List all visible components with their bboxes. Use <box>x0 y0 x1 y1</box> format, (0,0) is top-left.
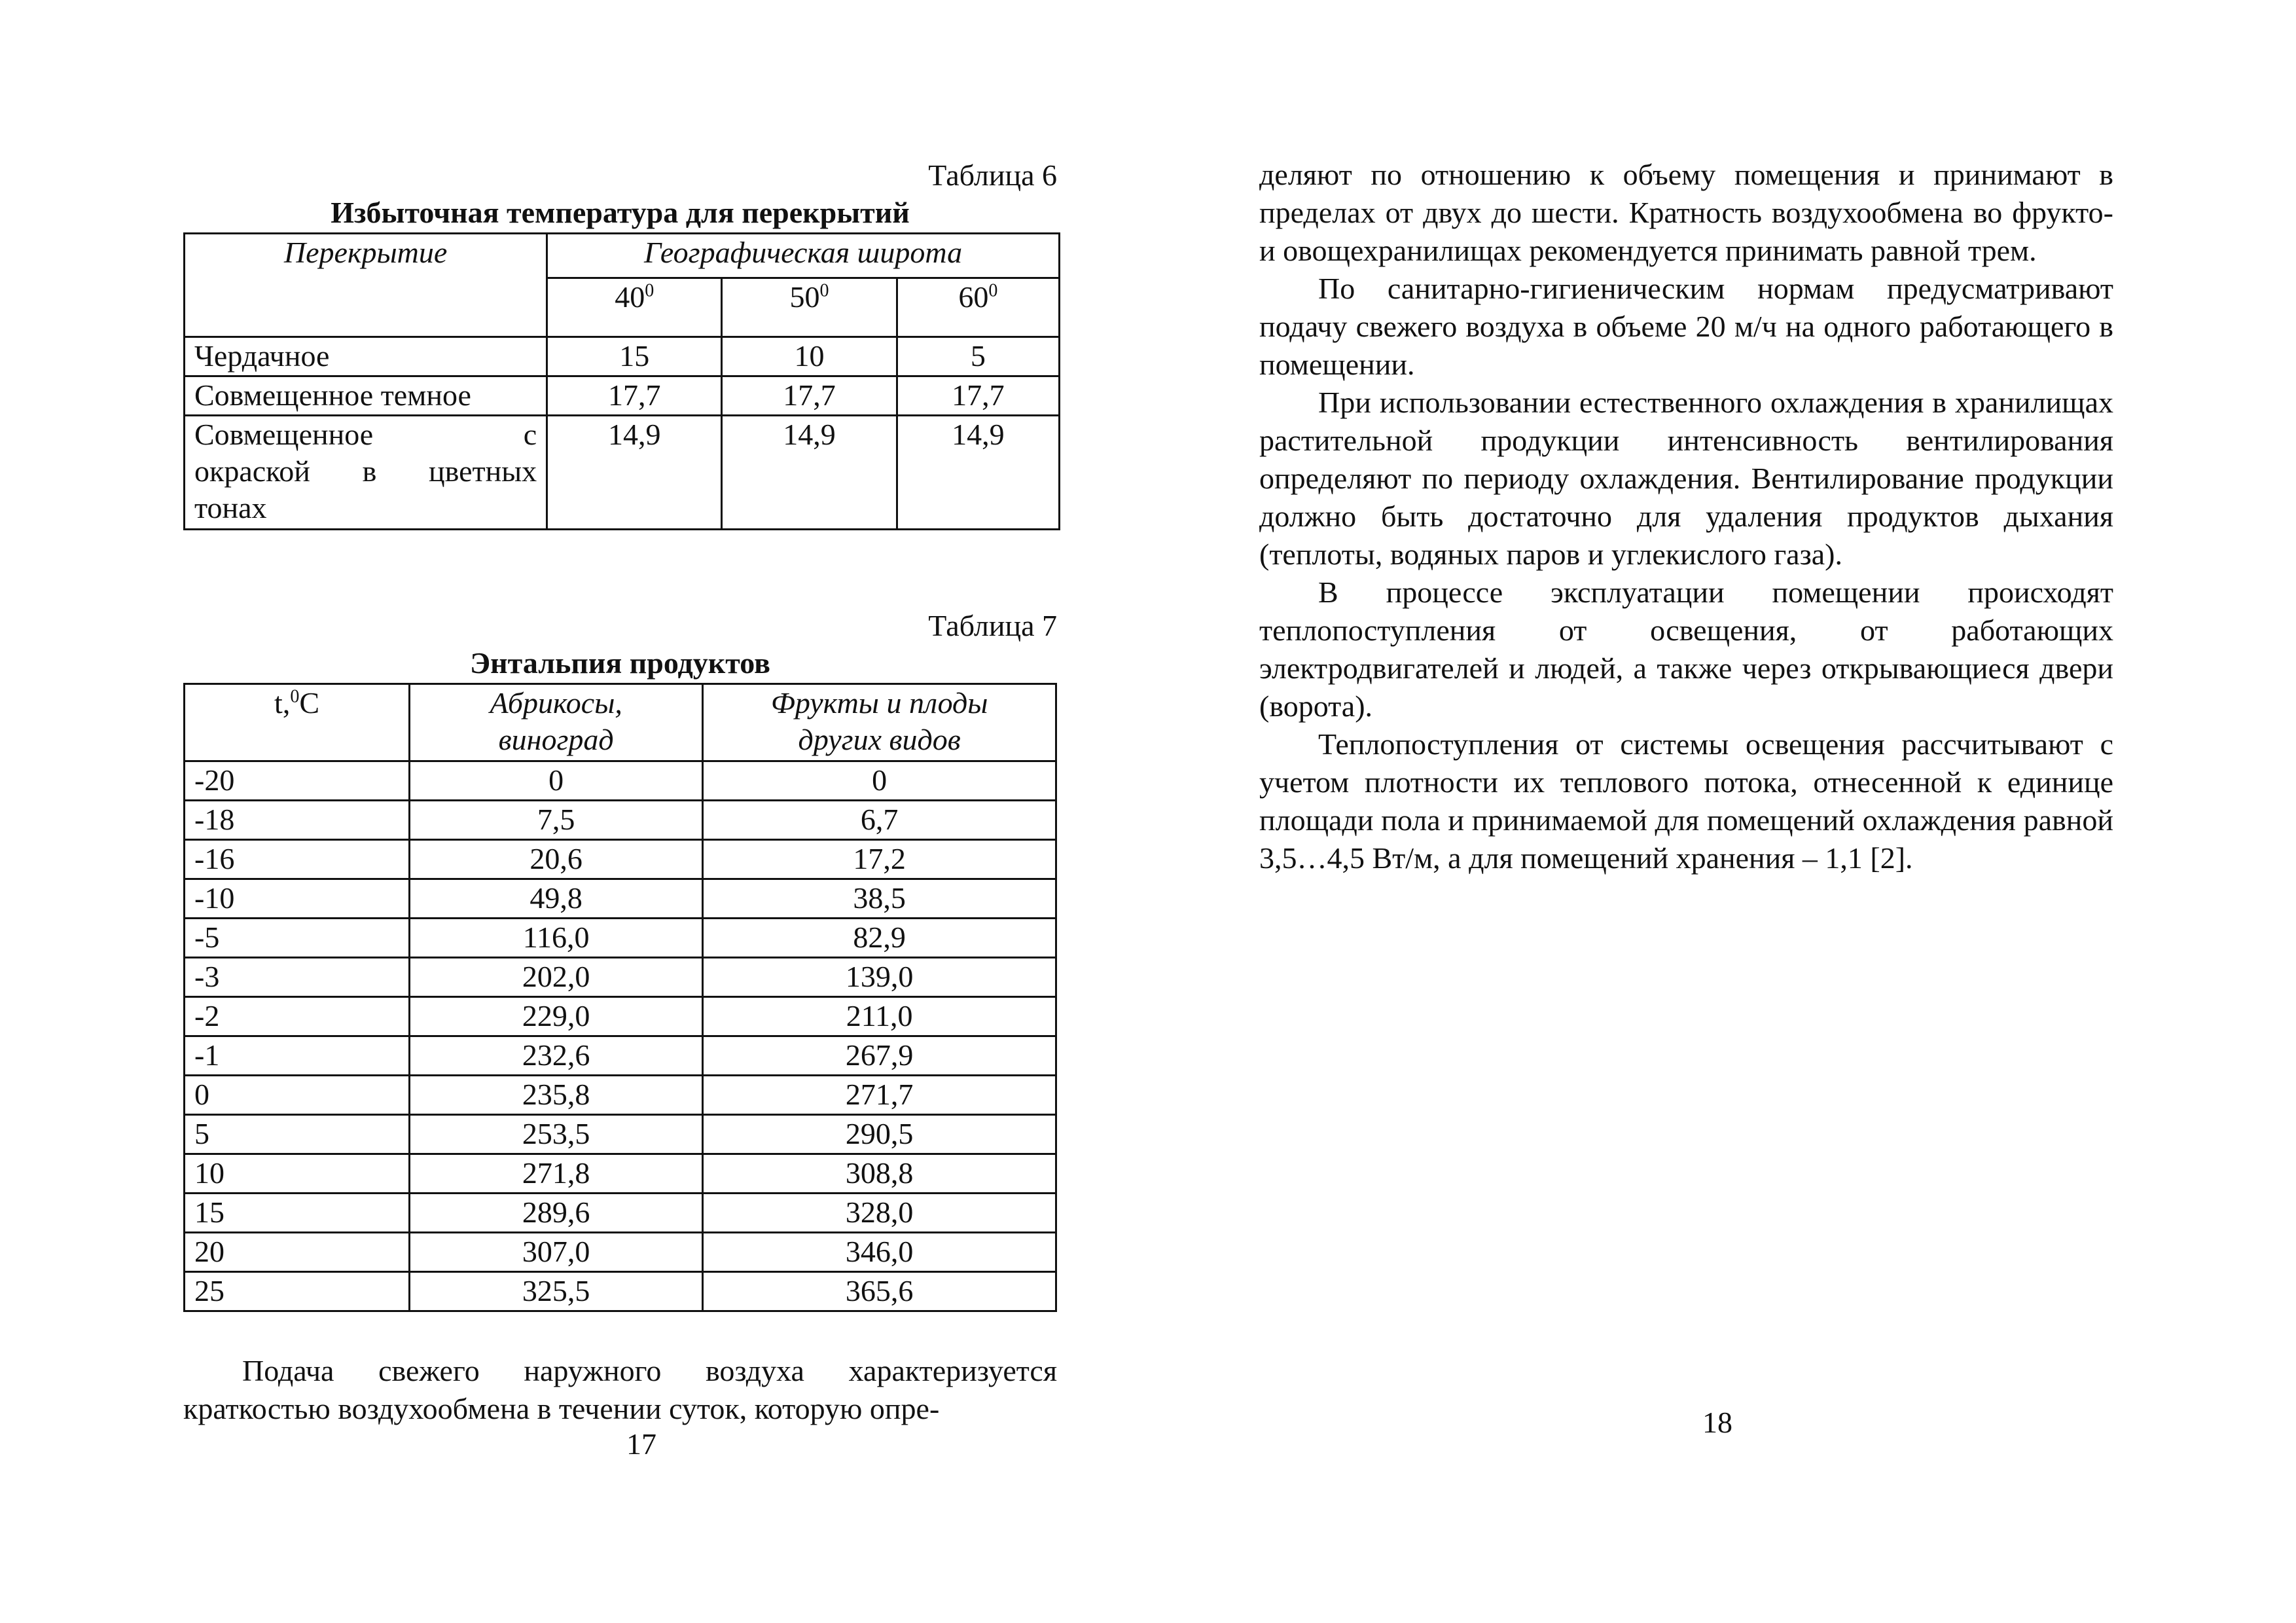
table7-cell-apricots: 20,6 <box>410 840 703 879</box>
table6-title: Избыточная температура для перекрытий <box>331 196 910 229</box>
left-paragraph: Подача свежего наружного воздуха характеризуется краткостью воздухообмена в течении суток, которую опре- <box>183 1354 1057 1425</box>
table7-cell-apricots: 289,6 <box>410 1194 703 1233</box>
table-row <box>185 879 1056 919</box>
table6-cell: 15 <box>547 337 722 376</box>
table7-header-temp: t,$^0$C <box>185 684 410 761</box>
table7-cell-temp: -20 <box>185 761 410 801</box>
table7-cell-temp: -18 <box>185 801 410 840</box>
table7-cell-temp: -1 <box>185 1036 410 1076</box>
table-row <box>185 1154 1056 1194</box>
table7-cell-fruits: 267,9 <box>703 1036 1056 1076</box>
table7-cell-temp: 5 <box>185 1115 410 1154</box>
table7-cell-apricots: 116,0 <box>410 919 703 958</box>
table6-cell: 17,7 <box>547 376 722 416</box>
table-row <box>185 997 1056 1036</box>
table7-cell-fruits: 38,5 <box>703 879 1056 919</box>
table-row <box>185 1233 1056 1272</box>
table7-cell-fruits: 82,9 <box>703 919 1056 958</box>
table7-cell-fruits: 6,7 <box>703 801 1056 840</box>
table6-subheader-cell: $50^0$ <box>722 278 897 337</box>
table7-header-fruits: Фрукты и плоды других видов <box>703 684 1056 761</box>
table7-cell-fruits: 271,7 <box>703 1076 1056 1115</box>
table7-cell-temp: -16 <box>185 840 410 879</box>
right-paragraph: деляют по отношению к объему помещения и принимают в пределах от двух до шести. Кратность воздухообмена во фрукто- и овощехранилищах рекомендуется принимать равной трем. <box>1259 158 2113 267</box>
table-row <box>185 919 1056 958</box>
table7-cell-fruits: 346,0 <box>703 1233 1056 1272</box>
table-row <box>185 416 1060 530</box>
table-row <box>185 801 1056 840</box>
table6-cell: 14,9 <box>722 416 897 530</box>
table7-cell-temp: 25 <box>185 1272 410 1311</box>
table6-cell: 5 <box>897 337 1059 376</box>
table7-cell-apricots: 271,8 <box>410 1154 703 1194</box>
page-number-right: 18 <box>1702 1406 1732 1439</box>
right-page <box>1148 0 2296 1623</box>
table7-cell-fruits: 17,2 <box>703 840 1056 879</box>
table7-cell-fruits: 365,6 <box>703 1272 1056 1311</box>
table-row <box>185 1194 1056 1233</box>
table6-caption: Таблица 6 <box>928 158 1057 192</box>
table6-cell: 10 <box>722 337 897 376</box>
table-row <box>185 376 1060 416</box>
right-paragraph: При использовании естественного охлаждения в хранилищах растительной продукции интенсивность вентилирования определяют по периоду охлаждения. Вентилирование продукции должно быть достаточно для удаления продуктов дыхания (теплоты, водяных паров и углекислого газа). <box>1259 386 2113 571</box>
table-row <box>185 1272 1056 1311</box>
table7-cell-temp: -5 <box>185 919 410 958</box>
table7-cell-apricots: 232,6 <box>410 1036 703 1076</box>
table6-cell: 17,7 <box>897 376 1059 416</box>
table6-subheader-cell: $60^0$ <box>897 278 1059 337</box>
table6-row-name: Чердачное <box>185 337 547 376</box>
table-row <box>185 1076 1056 1115</box>
table6-row-name: Совмещенное с окраской в цветных тонах <box>185 416 547 530</box>
table7-cell-apricots: 49,8 <box>410 879 703 919</box>
table7-cell-fruits: 290,5 <box>703 1115 1056 1154</box>
right-paragraph: В процессе эксплуатации помещении происходят теплопоступления от освещения, от работающих электродвигателей и людей, а также через открывающиеся двери (ворота). <box>1259 575 2113 723</box>
table-row <box>185 337 1060 376</box>
table7-cell-apricots: 7,5 <box>410 801 703 840</box>
table-row <box>185 1115 1056 1154</box>
table6-subheader-cell: $40^0$ <box>547 278 722 337</box>
table7 <box>183 683 1057 1312</box>
table7-cell-fruits: 308,8 <box>703 1154 1056 1194</box>
table6-row-name: Совмещенное темное <box>185 376 547 416</box>
table7-header-apricots: Абрикосы, виноград <box>410 684 703 761</box>
table7-cell-fruits: 211,0 <box>703 997 1056 1036</box>
table6-cell: 14,9 <box>547 416 722 530</box>
table7-cell-temp: 15 <box>185 1194 410 1233</box>
table6-header-covering: Перекрытие <box>185 234 547 337</box>
table-row <box>185 761 1056 801</box>
table7-cell-temp: 0 <box>185 1076 410 1115</box>
table7-cell-apricots: 325,5 <box>410 1272 703 1311</box>
right-text-block <box>1259 156 2113 877</box>
table7-cell-apricots: 253,5 <box>410 1115 703 1154</box>
table6-cell: 17,7 <box>722 376 897 416</box>
table6-header-latitude: Географическая широта <box>547 234 1060 278</box>
table7-caption: Таблица 7 <box>928 609 1057 642</box>
table7-cell-temp: 10 <box>185 1154 410 1194</box>
table7-cell-apricots: 202,0 <box>410 958 703 997</box>
table7-cell-temp: -10 <box>185 879 410 919</box>
table7-cell-temp: 20 <box>185 1233 410 1272</box>
table7-cell-apricots: 229,0 <box>410 997 703 1036</box>
page-number-left: 17 <box>626 1427 656 1461</box>
right-paragraph: Теплопоступления от системы освещения рассчитывают с учетом плотности их теплового потока, отнесенной к единице площади пола и принимаемой для помещений охлаждения равной 3,5…4,5 Вт/м, а для помещений хранения – 1,1 [2]. <box>1259 727 2113 875</box>
table7-cell-apricots: 307,0 <box>410 1233 703 1272</box>
table6 <box>183 232 1060 530</box>
table7-cell-fruits: 328,0 <box>703 1194 1056 1233</box>
table7-cell-fruits: 0 <box>703 761 1056 801</box>
table-row <box>185 1036 1056 1076</box>
right-paragraph: По санитарно-гигиеническим нормам предусматривают подачу свежего воздуха в объеме 20 м/ч на одного работающего в помещении. <box>1259 272 2113 381</box>
table7-cell-fruits: 139,0 <box>703 958 1056 997</box>
table7-cell-temp: -3 <box>185 958 410 997</box>
table-row <box>185 840 1056 879</box>
table7-title: Энтальпия продуктов <box>469 646 770 680</box>
table7-cell-temp: -2 <box>185 997 410 1036</box>
table-row <box>185 958 1056 997</box>
table7-cell-apricots: 0 <box>410 761 703 801</box>
table6-cell: 14,9 <box>897 416 1059 530</box>
table7-cell-apricots: 235,8 <box>410 1076 703 1115</box>
